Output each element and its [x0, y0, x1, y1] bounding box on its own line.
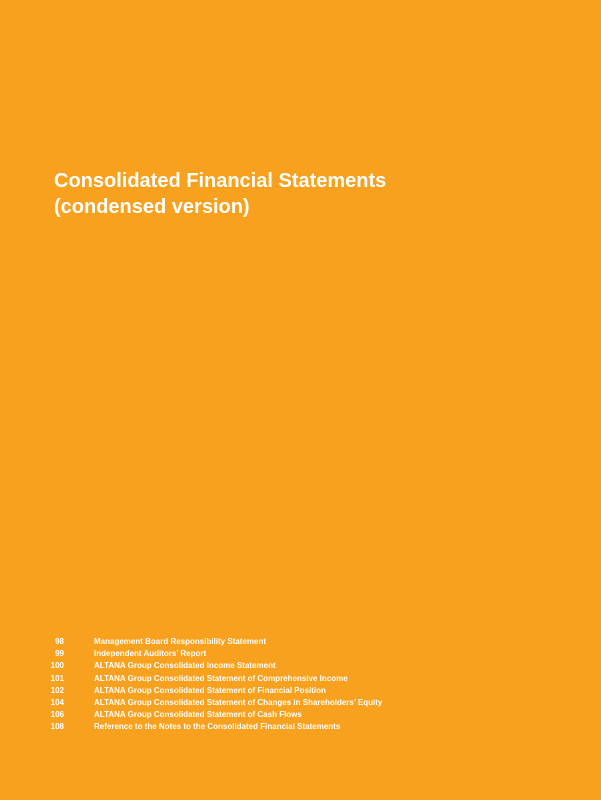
- page-title: [54, 168, 554, 220]
- toc-item-label: ALTANA Group Consolidated Income Statement: [94, 661, 276, 671]
- toc-item-label: Management Board Responsibility Statement: [94, 637, 267, 646]
- toc-page-number: 108: [50, 722, 64, 732]
- toc-page-number: 102: [50, 685, 64, 695]
- toc-row-financial-position: [36, 685, 576, 697]
- toc-item-label: ALTANA Group Consolidated Statement of Cash Flows: [94, 710, 302, 720]
- toc-item-label: ALTANA Group Consolidated Statement of Changes in Shareholders’ Equity: [94, 697, 383, 707]
- toc-item-label: Reference to the Notes to the Consolidated Financial Statements: [94, 722, 341, 732]
- toc-page-number: 98: [55, 637, 64, 646]
- toc-item-label: ALTANA Group Consolidated Statement of Financial Position: [94, 685, 326, 695]
- toc-page-number: 100: [50, 661, 64, 671]
- toc-item-label: ALTANA Group Consolidated Statement of Comprehensive Income: [94, 673, 348, 683]
- toc-row-changes-in-equity: [36, 697, 576, 709]
- toc-page-number: 106: [50, 710, 64, 720]
- title-line-2: (condensed version): [54, 196, 250, 218]
- toc-page-number: 101: [50, 673, 64, 683]
- toc-row-management-board-responsibility-statement: [36, 636, 576, 648]
- toc-row-notes-reference: [36, 721, 576, 733]
- toc-page-number: 99: [55, 649, 64, 659]
- toc-row-cash-flows: [36, 709, 576, 721]
- toc-item-label: Independent Auditors’ Report: [94, 649, 207, 659]
- toc-page-number: 104: [50, 697, 64, 707]
- toc-row-independent-auditors-report: [36, 648, 576, 660]
- table-of-contents: [36, 636, 576, 734]
- toc-row-consolidated-income-statement: [36, 660, 576, 672]
- toc-row-comprehensive-income: [36, 673, 576, 685]
- title-line-1: Consolidated Financial Statements: [54, 170, 387, 192]
